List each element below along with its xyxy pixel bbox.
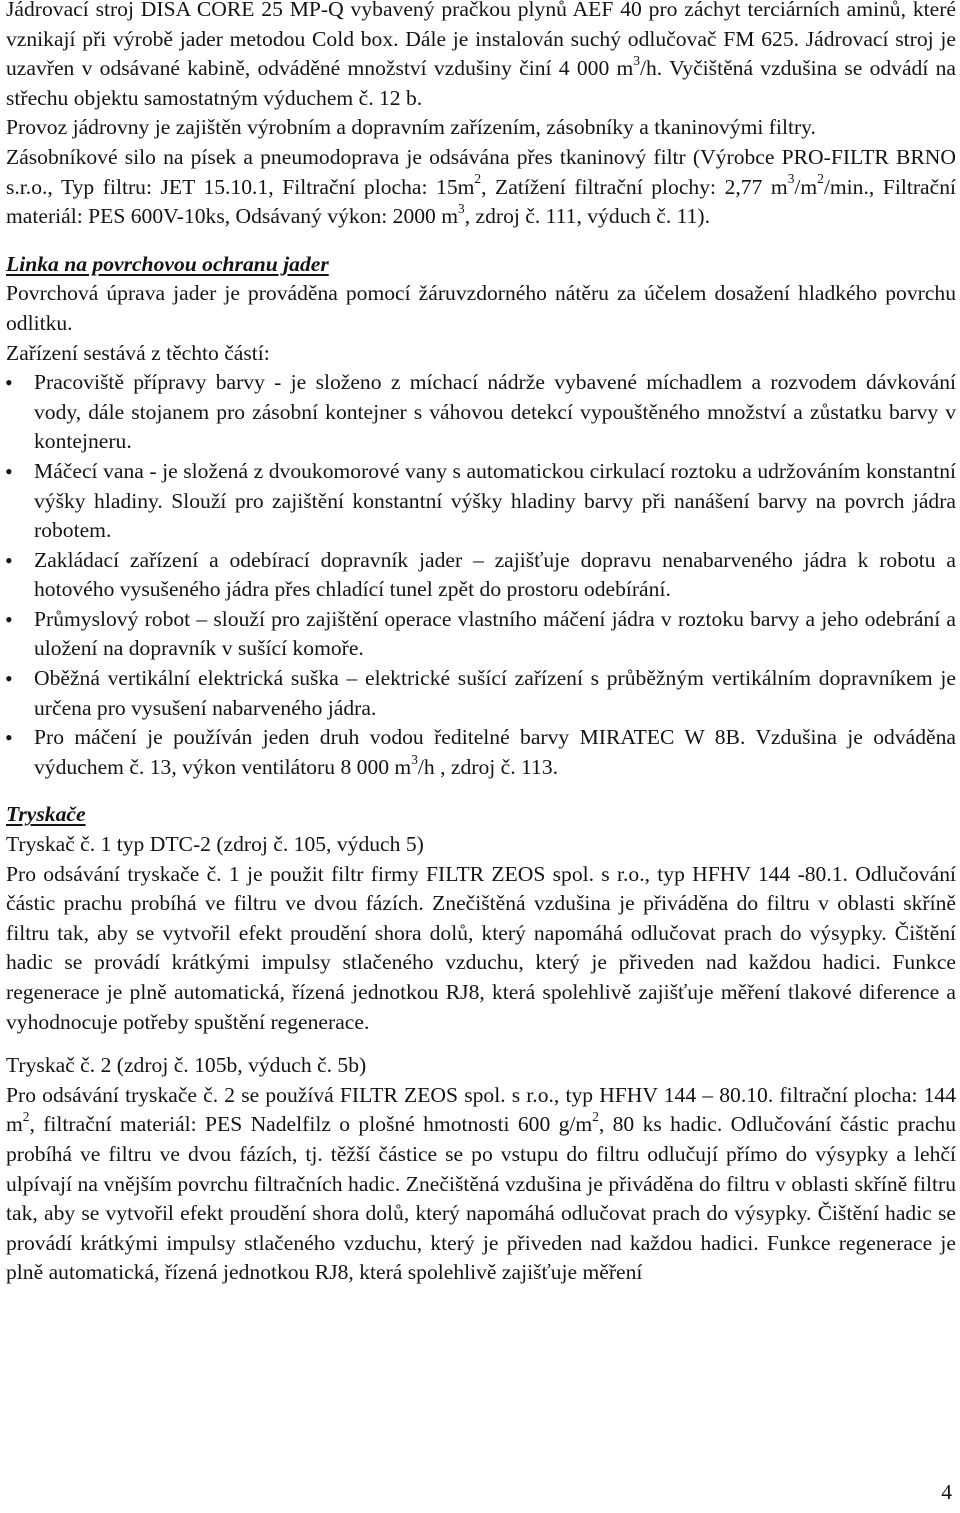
coating-line-heading: Linka na povrchovou ochranu jader — [6, 251, 329, 276]
blaster-2-title: Tryskač č. 2 (zdroj č. 105b, výduch č. 5b) — [6, 1053, 367, 1078]
bullet-icon: • — [5, 370, 13, 396]
bullet-icon: • — [5, 547, 13, 573]
intro-paragraph-1: Jádrovací stroj DISA CORE 25 MP-Q vybavený pračkou plynů AEF 40 pro záchyt terciárních aminů, které vznikají při výrobě jader metodou Cold box. Dále je instalován suchý odlučovač FM 625. Jádrovací stroj je uzavřen v odsávané kabině, odváděné množství vzdušiny činí 4 000 $m^3/h$. Vyčištěná vzdušina se odvádí na střechu objektu samostatným výduchem č. 12 b. — [6, 0, 956, 110]
bullet-icon: • — [5, 666, 13, 692]
blaster-1-title: Tryskač č. 1 typ DTC-2 (zdroj č. 105, výduch 5) — [6, 832, 424, 857]
bullet-icon: • — [5, 606, 13, 632]
intro-paragraph-3: Zásobníkové silo na písek a pneumodoprava je odsávána přes tkaninový filtr (Výrobce PRO-FILTR BRNO s.r.o., Typ filtru: JET 15.10.1, Filtrační plocha: $15m^2$, Zatížení filtrační plochy: 2,77 $m^3/m^2/\min$., Filtrační materiál: PES 600V-10ks, Odsávaný výkon: 2000 $m^3$, zdroj č. 111, výduch č. 11). — [6, 144, 956, 229]
page-number: 4 — [941, 1480, 952, 1504]
bullet-icon: • — [5, 458, 13, 484]
list-item: • Pracoviště přípravy barvy - je složeno z míchací nádrže vybavené míchadlem a rozvodem dávkování vody, dále stojanem pro zásobní kontejner s váhovou detekcí vypouštěného množství a zůstatku barvy v kontejneru. — [5, 370, 956, 454]
list-item: • Máčecí vana - je složená z dvoukomorové vany s automatickou cirkulací roztoku a udržováním konstantní výšky hladiny. Slouží pro zajištění konstantní výšky hladiny barvy při nanášení barvy na povrch jádra robotem. — [5, 458, 956, 543]
list-item: • Oběžná vertikální elektrická suška – elektrické sušící zařízení s průběžným vertikálním dopravníkem je určena pro vysušení nabarveného jádra. — [5, 666, 956, 720]
blasters-heading: Tryskače — [6, 802, 86, 827]
list-item: • Průmyslový robot – slouží pro zajištění operace vlastního máčení jádra v roztoku barvy a jeho odebrání a uložení na dopravník v sušící komoře. — [5, 606, 956, 661]
intro-paragraph-2: Provoz jádrovny je zajištěn výrobním a dopravním zařízením, zásobníky a tkaninovými filtry. — [6, 115, 816, 140]
document-page — [6, 0, 956, 1288]
coating-intro-paragraph: Povrchová úprava jader je prováděna pomocí žáruvzdorného nátěru za účelem dosažení hladkého povrchu odlitku. — [6, 281, 956, 335]
blaster-2-body: Pro odsávání tryskače č. 2 se používá FILTR ZEOS spol. s r.o., typ HFHV 144 – 80.10. filtrační plocha: 144 $m^2$, filtrační materiál: PES Nadelfilz o plošné hmotnosti 600 $g/m^2$, 80 ks hadic. Odlučování částic prachu probíhá ve filtru ve dvou fázích, tj. těžší částice se po vstupu do filtru odlučují přímo do výsypky a lehčí ulpívají na vnějším povrchu filtračních hadic. Znečištěná vzdušina je přiváděna do filtru v oblasti skříně filtru tak, aby se vytvořil efekt proudění shora dolů, který napomáhá odlučovat prach do výsypky. Čištění hadic se provádí krátkými impulsy stlačeného vzduchu, který je přiveden nad každou hadici. Funkce regenerace je plně automatická, řízená jednotkou RJ8, která spolehlivě zajišťuje měření — [6, 1082, 956, 1285]
blaster-1-body: Pro odsávání tryskače č. 1 je použit filtr firmy FILTR ZEOS spol. s r.o., typ HFHV 144 -80.1. Odlučování částic prachu probíhá ve filtru ve dvou fázích. Znečištěná vzdušina je přiváděna do filtru v oblasti skříně filtru tak, aby se vytvořil efekt proudění shora dolů, který napomáhá odlučovat prach do výsypky. Čištění hadic se provádí krátkými impulsy stlačeného vzduchu, který je přiveden nad každou hadici. Funkce regenerace je plně automatická, řízená jednotkou RJ8, která spolehlivě zajišťuje měření tlakové diference a vyhodnocuje potřeby spuštění regenerace. — [6, 861, 956, 1034]
coating-parts-list — [6, 368, 956, 782]
list-item: • Zakládací zařízení a odebírací dopravník jader – zajišťuje dopravu nenabarveného jádra k robotu a hotového vysušeného jádra přes chladící tunel zpět do prostoru odebírání. — [5, 547, 956, 602]
list-item: • Pro máčení je používán jeden druh vodou ředitelné barvy MIRATEC W 8B. Vzdušina je odváděna výduchem č. 13, výkon ventilátoru 8 000 $m^3/h$ , zdroj č. 113. — [5, 725, 956, 779]
bullet-icon: • — [5, 725, 13, 751]
coating-parts-label: Zařízení sestává z těchto částí: — [6, 340, 270, 365]
